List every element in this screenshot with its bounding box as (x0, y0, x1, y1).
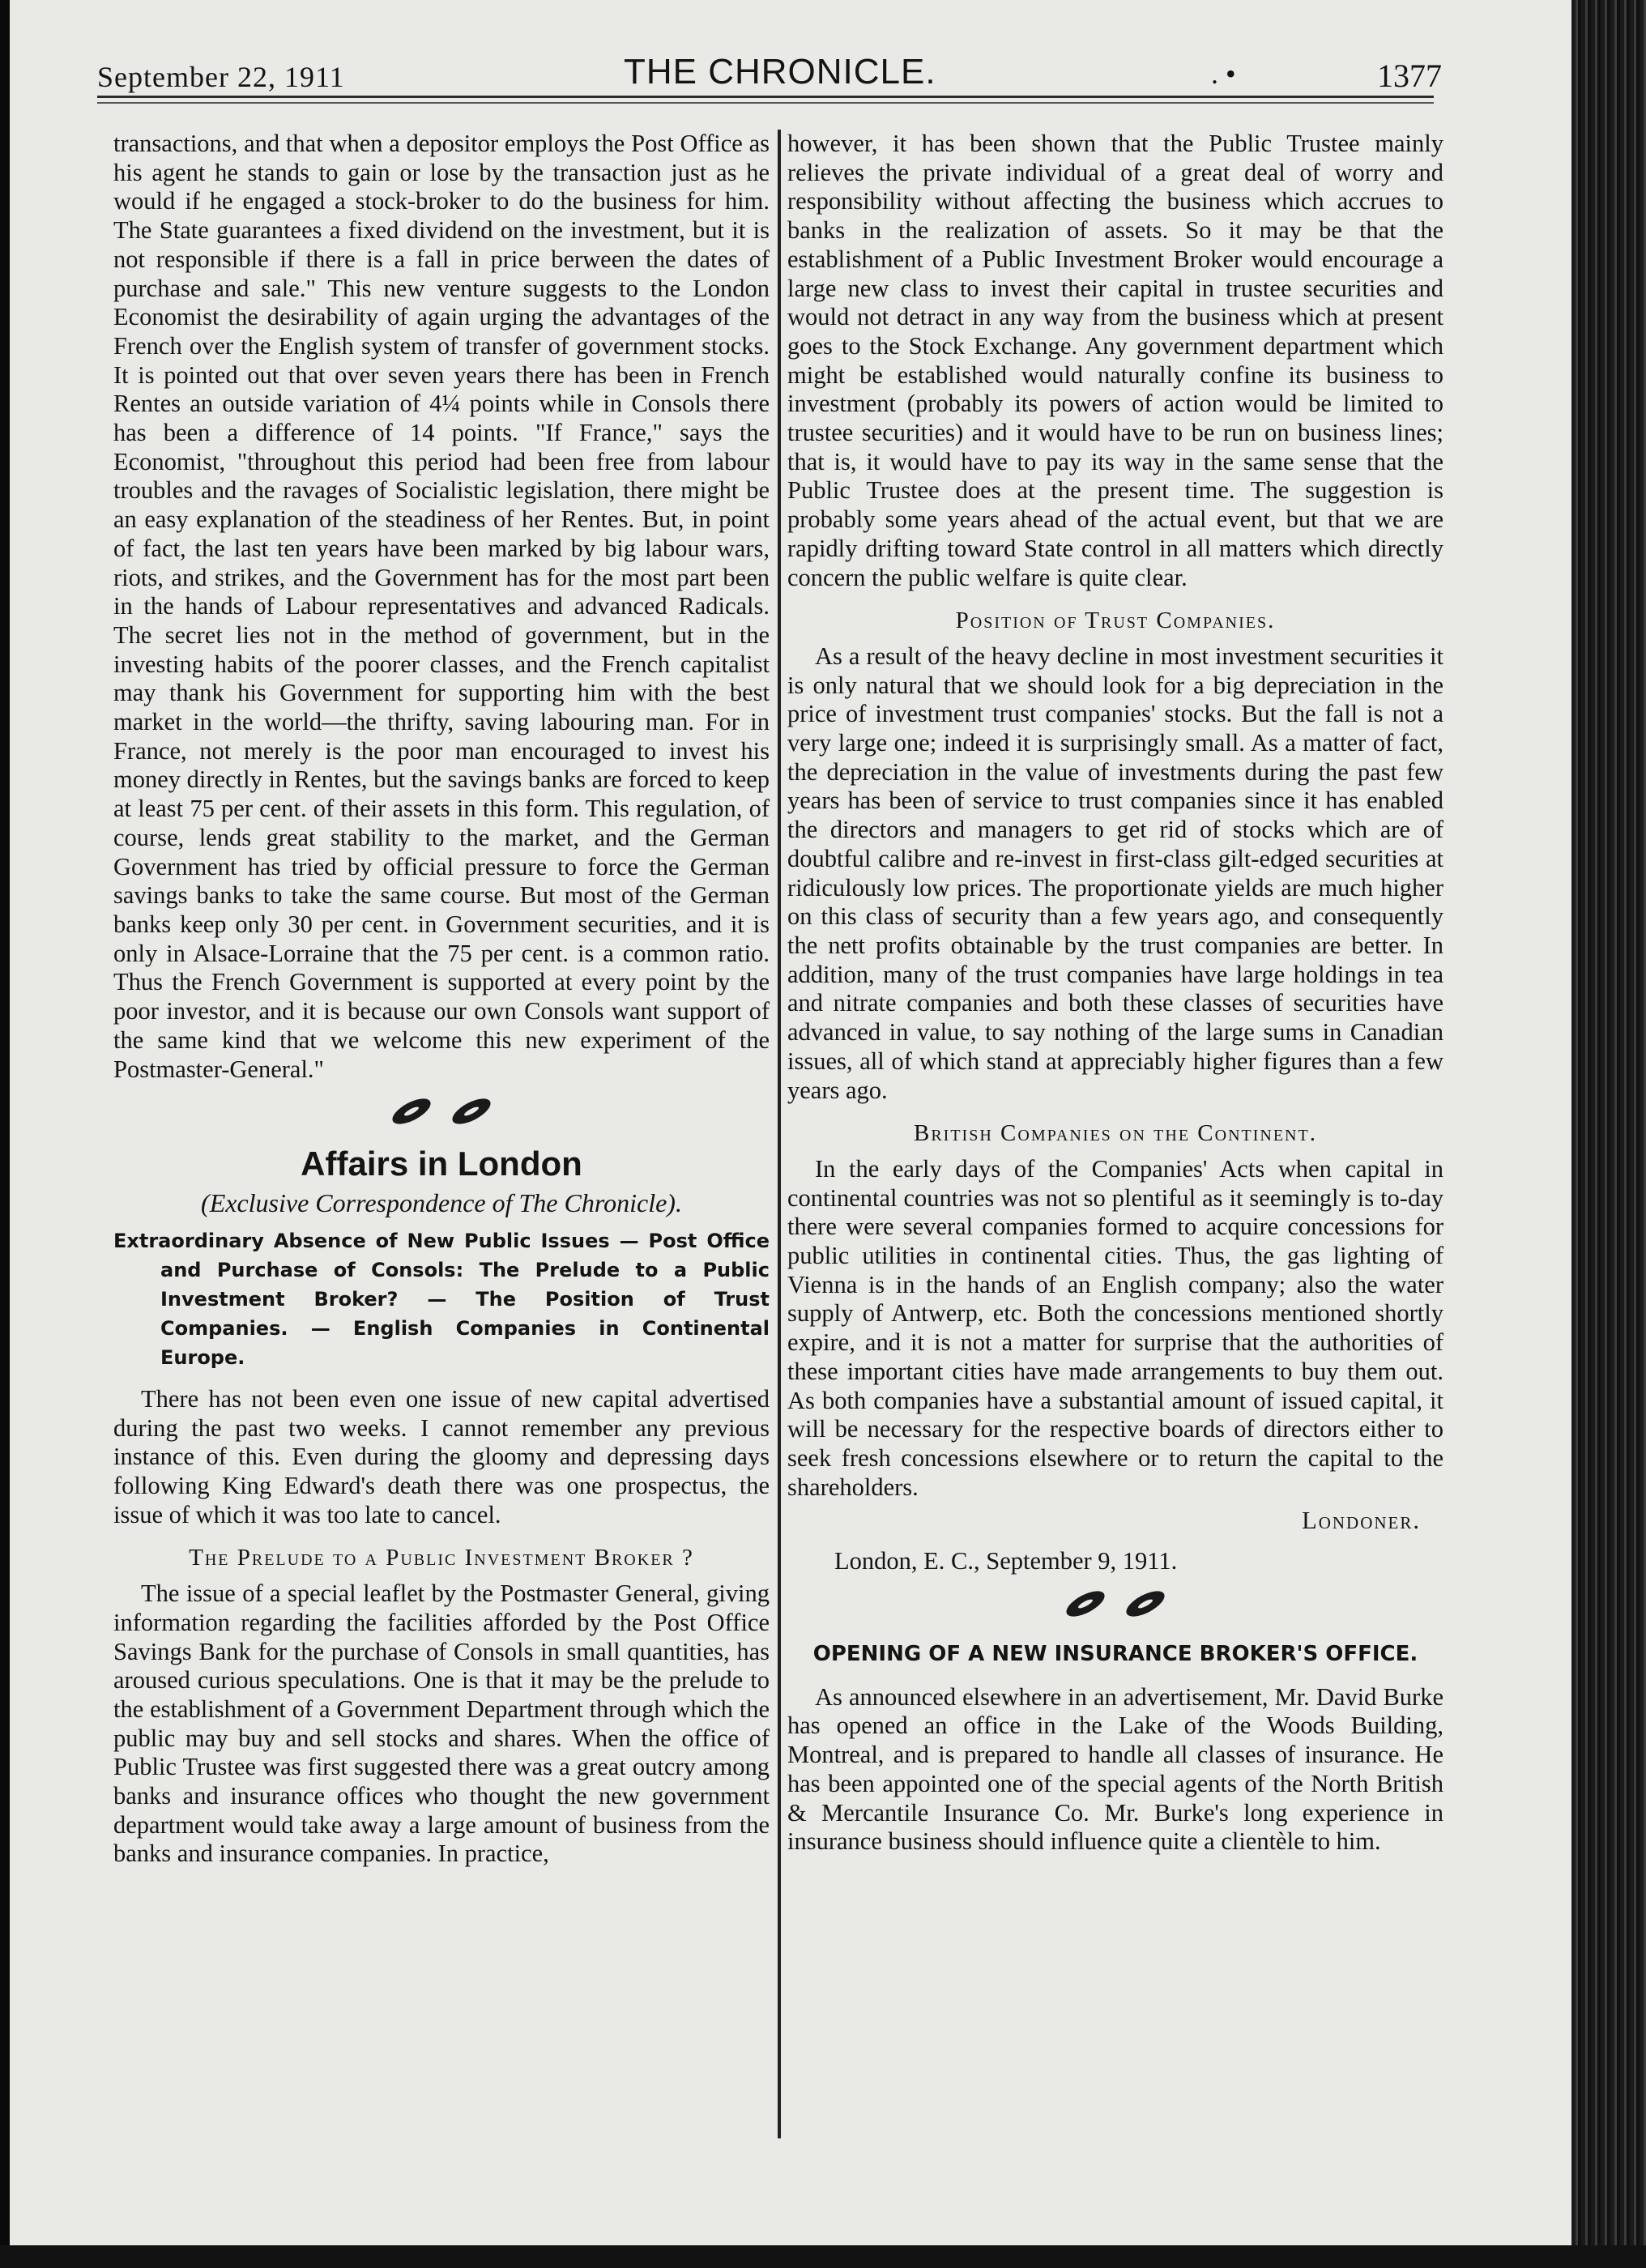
article-byline: (Exclusive Correspondence of The Chronicle). (201, 1188, 682, 1218)
column-divider (778, 130, 781, 2138)
header-rule-bottom (97, 102, 1434, 104)
left-column (113, 130, 770, 1869)
page-header (97, 50, 1442, 99)
right-column (787, 130, 1443, 1857)
book-page-edges (1571, 0, 1646, 2268)
scan-bottom-edge (0, 2245, 1646, 2268)
header-page-number: 1377 (1377, 58, 1442, 94)
paragraph-no-new-issues: There has not been even one issue of new capital advertised during the past two weeks. I cannot remember any previous instance of this. Even during the gloomy and depressing days following King Edward's death there was one prospectus, the issue of which it was too late to cancel. (113, 1384, 770, 1528)
left-continuation-paragraph: transactions, and that when a depositor employs the Post Office as his agent he stands to gain or lose by the transaction just as he would if he engaged a stock-broker to do the business for him. The State guarantees a fixed dividend on the investment, but it is not responsible if there is a fall in price berween the dates of purchase and sale." This new venture suggests to the London Economist the desirability of again urging the advantages of the French over the English system of transfer of government stocks. It is pointed out that over seven years there has been in French Rentes an outside variation of 4¼ points while in Consols there has been a difference of 14 points. "If France," says the Economist, "throughout this period had been free from labour troubles and the ravages of Socialistic legislation, there might be an easy explanation of the steadiness of her Rentes. But, in point of fact, the last ten years have been marked by big labour wars, riots, and strikes, and the Government has for the most part been in the hands of Labour representatives and advanced Radicals. The secret lies not in the method of government, but in the investing habits of the poorer classes, and the French capitalist may thank his Government for supporting him with the best market in the world—the thrifty, saving labouring man. For in France, not merely is the poor man encouraged to invest his money directly in Rentes, but the savings banks are forced to keep at least 75 per cent. of their assets in this form. This regulation, of course, lends great stability to the market, and the German Government has tried by official pressure to force the German savings banks to take the same course. But most of the German banks keep only 30 per cent. in Government securities, and it is only in Alsace-Lorraine that the 75 per cent. is a common ratio. Thus the French Government is supported at every point by the poor investor, and it is because our own Consols want support of the same kind that we welcome this new experiment of the Postmaster-General." (113, 130, 770, 1083)
article-headline: Affairs in London (301, 1145, 582, 1183)
heading-insurance-broker: OPENING OF A NEW INSURANCE BROKER'S OFFICE. (812, 1641, 1418, 1666)
paragraph-prelude: The issue of a special leaflet by the Postmaster General, giving information regarding the facilities afforded by the Post Office Savings Bank for the purchase of Consols in small quantities, has aroused curious speculations. One is that it may be the prelude to the establishment of a Government Department through which the public may buy and sell stocks and shares. When the office of Public Trustee was first suggested there was a great outcry among banks and insurance offices who thought the new government department would take away a large amount of business from the banks and insurance companies. In practice, (113, 1580, 770, 1868)
paragraph-british-companies: In the early days of the Companies' Acts when capital in continental countries was not so plentiful as it seemingly is to-day there were several companies formed to acquire concessions for public utilities in continental cities. Thus, the gas lighting of Vienna is in the hands of an English company; also the water supply of Antwerp, etc. Both the concessions mentioned shortly expire, and it is not a matter for surprise that the authorities of these important cities have made arrangements to buy them out. As both companies have a substantial amount of issued capital, it will be necessary for the respective boards of directors either to seek fresh concessions elsewhere or to return the capital to the shareholders. (787, 1154, 1443, 1501)
leaf-ornament-2 (787, 1588, 1443, 1633)
right-continuation-paragraph: however, it has been shown that the Public Trustee mainly relieves the private individual of a great deal of worry and responsibility without affecting the business which accrues to banks in the realization of assets. So it may be that the establishment of a Public Investment Broker would encourage a large new class to invest their capital in trustee securities and would not detract in any way from the business which at present goes to the Stock Exchange. Any government department which might be established would naturally confine its business to investment (probably its powers of action would be limited to trustee securities) and it would have to be run on business lines; that is, it would have to pay its way in the same sense that the Public Trustee does at the present time. The suggestion is probably some years ahead of the actual event, but that we are rapidly drifting toward State control in all matters which directly concern the public welfare is quite clear. (787, 130, 1443, 591)
subheading-prelude: The Prelude to a Public Investment Broker ? (189, 1545, 694, 1571)
leaf-ornament-1 (113, 1095, 770, 1140)
correspondent-signature: Londoner. (1302, 1507, 1421, 1535)
subheading-british-companies: British Companies on the Continent. (914, 1120, 1317, 1147)
subheading-trust-companies: Position of Trust Companies. (955, 608, 1276, 634)
paragraph-trust-companies: As a result of the heavy decline in most investment securities it is only natural that we should look for a big depreciation in the price of investment trust companies' stocks. But the fall is not a very large one; indeed it is surprisingly small. As a matter of fact, the depreciation in the value of investments during the past few years has been of service to trust companies since it has enabled the directors and managers to get rid of stocks which are of doubtful calibre and re-invest in first-class gilt-edged securities at ridiculously low prices. The proportionate yields are much higher on this class of security than a few years ago, and consequently the nett profits obtainable by the trust companies are better. In addition, many of the trust companies have large holdings in tea and nitrate companies and both these classes of securities have advanced in value, to say nothing of the large sums in Canadian issues, all of which stand at appreciably higher figures than a few years ago. (787, 642, 1443, 1104)
article-dateline: London, E. C., September 9, 1911. (834, 1547, 1178, 1575)
leaf-ornament-icon (381, 1095, 502, 1128)
header-dots: . • (1211, 58, 1236, 90)
leaf-ornament-icon (1055, 1588, 1176, 1620)
header-title: THE CHRONICLE. (624, 52, 936, 92)
header-date: September 22, 1911 (97, 61, 345, 93)
paragraph-insurance-broker: As announced elsewhere in an advertisement, Mr. David Burke has opened an office in the Lake of the Woods Building, Montreal, and is prepared to handle all classes of insurance. He has been appointed one of the special agents of the North British & Mercantile Insurance Co. Mr. Burke's long experience in insurance business should influence quite a clientèle to him. (787, 1682, 1443, 1856)
article-summary: Extraordinary Absence of New Public Issues — Post Office and Purchase of Consols: The Prelude to a Public Investment Broker? — The Position of Trust Companies. — English Companies in Continental Europe. (113, 1229, 770, 1369)
header-rule-top (97, 96, 1434, 98)
